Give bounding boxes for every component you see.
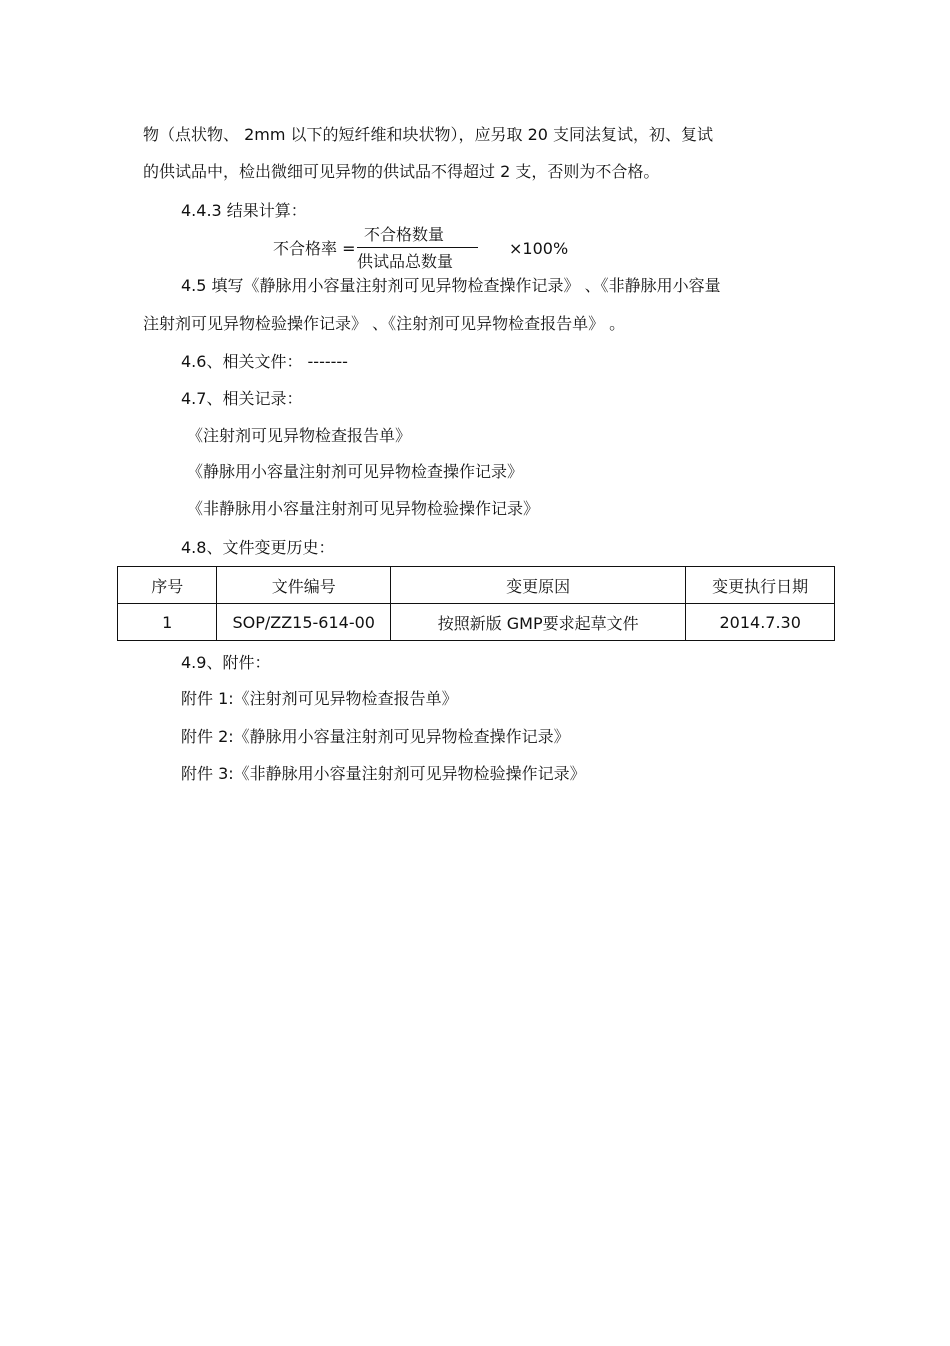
header-doc-number: 文件编号 (217, 567, 390, 604)
section-4-8-heading: 4.8、文件变更历史： (181, 538, 335, 557)
header-effective-date: 变更执行日期 (686, 567, 835, 604)
section-4-5-line-1: 4.5 填写《静脉用小容量注射剂可见异物检查操作记录》 、《非静脉用小容量 (181, 276, 721, 295)
formula-denominator: 供试品总数量 (357, 252, 454, 271)
cell-change-reason: 按照新版 GMP要求起草文件 (390, 604, 685, 641)
paragraph-line-1: 物（点状物、 2mm 以下的短纤维和块状物），应另取 20 支同法复试，初、复试 (143, 125, 714, 144)
header-seq: 序号 (118, 567, 217, 604)
table-header-row (118, 567, 835, 604)
section-4-7-heading: 4.7、相关记录： (181, 389, 303, 408)
attachment-item-1: 附件 1:《注射剂可见异物检查报告单》 (181, 689, 458, 708)
cell-seq: 1 (118, 604, 217, 641)
record-item-1: 《注射剂可见异物检查报告单》 (187, 426, 412, 445)
formula-multiplier: ×100% (509, 239, 569, 258)
header-change-reason: 变更原因 (390, 567, 685, 604)
paragraph-line-2: 的供试品中，检出微细可见异物的供试品不得超过 2 支，否则为不合格。 (143, 162, 660, 181)
record-item-3: 《非静脉用小容量注射剂可见异物检验操作记录》 (187, 499, 540, 518)
attachment-item-2: 附件 2:《静脉用小容量注射剂可见异物检查操作记录》 (181, 727, 570, 746)
change-history-table (117, 566, 835, 641)
section-4-9-heading: 4.9、附件： (181, 653, 271, 672)
record-item-2: 《静脉用小容量注射剂可见异物检查操作记录》 (187, 462, 524, 481)
cell-effective-date: 2014.7.30 (686, 604, 835, 641)
section-4-4-3-heading: 4.4.3 结果计算： (181, 201, 307, 220)
formula-label: 不合格率 = (273, 239, 356, 258)
formula-fraction-bar (357, 247, 478, 248)
attachment-item-3: 附件 3:《非静脉用小容量注射剂可见异物检验操作记录》 (181, 764, 586, 783)
section-4-5-line-2: 注射剂可见异物检验操作记录》 、《注射剂可见异物检查报告单》 。 (143, 314, 626, 333)
table-row (118, 604, 835, 641)
cell-doc-number: SOP/ZZ15-614-00 (217, 604, 390, 641)
section-4-6-heading: 4.6、相关文件： ------- (181, 352, 348, 371)
formula-numerator: 不合格数量 (364, 225, 445, 244)
